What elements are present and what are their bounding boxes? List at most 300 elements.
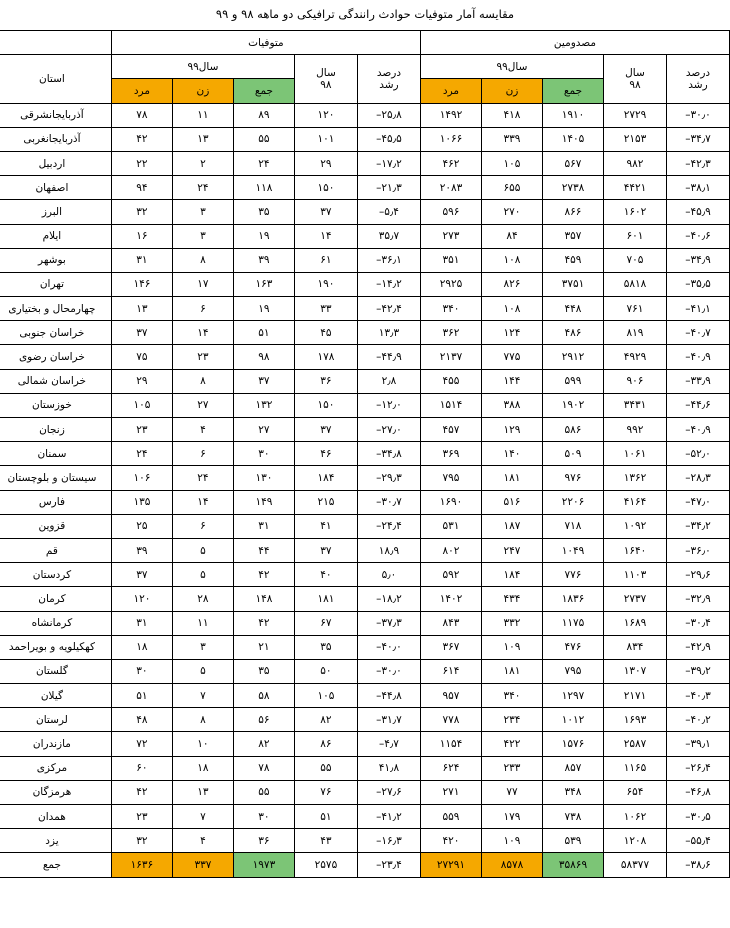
- cell-deaths-men: ۱۴۶: [111, 272, 172, 296]
- cell-injured-total: ۳۴۸: [543, 780, 604, 804]
- cell-deaths-y98: ۱۴: [294, 224, 357, 248]
- cell-injured-y98: ۹۰۶: [604, 369, 667, 393]
- cell-injured-women: ۱۰۵: [482, 151, 543, 175]
- cell-injured-y98: ۱۶۸۹: [604, 611, 667, 635]
- col-header-province: استان: [0, 55, 111, 103]
- cell-deaths-y98: ۶۱: [294, 248, 357, 272]
- table-row: [0, 490, 730, 514]
- cell-deaths-y98: ۴۰: [294, 563, 357, 587]
- cell-injured-women: ۵۱۶: [482, 490, 543, 514]
- cell-deaths-men: ۱۶۳۶: [111, 853, 172, 877]
- cell-injured-y98: ۲۷۲۹: [604, 103, 667, 127]
- cell-deaths-y98: ۶۷: [294, 611, 357, 635]
- cell-injured-women: ۱۴۴: [482, 369, 543, 393]
- cell-deaths-women: ۱۰: [172, 732, 233, 756]
- cell-injured-y98: ۶۵۴: [604, 780, 667, 804]
- cell-injured-pct: ۳۴٫۷–: [667, 127, 730, 151]
- group-header-province-spacer: [0, 31, 111, 55]
- cell-deaths-y98: ۱۰۱: [294, 127, 357, 151]
- cell-deaths-pct: ۲۷٫۶–: [357, 780, 420, 804]
- table-row: [0, 127, 730, 151]
- cell-deaths-total: ۴۲: [233, 563, 294, 587]
- cell-injured-men: ۳۶۹: [420, 442, 481, 466]
- cell-deaths-y98: ۱۹۰: [294, 272, 357, 296]
- cell-deaths-y98: ۵۰: [294, 659, 357, 683]
- cell-deaths-total: ۳۵: [233, 200, 294, 224]
- cell-deaths-women: ۳: [172, 635, 233, 659]
- table-row: [0, 224, 730, 248]
- cell-deaths-pct: ۳۷٫۳–: [357, 611, 420, 635]
- table-row: [0, 805, 730, 829]
- cell-injured-y98: ۱۱۶۵: [604, 756, 667, 780]
- cell-injured-men: ۴۵۷: [420, 418, 481, 442]
- cell-deaths-y98: ۸۶: [294, 732, 357, 756]
- cell-injured-y98: ۱۳۰۷: [604, 659, 667, 683]
- cell-injured-y98: ۲۱۷۱: [604, 684, 667, 708]
- col-header-deaths-year99: سال۹۹: [111, 55, 294, 79]
- cell-injured-men: ۲۹۲۵: [420, 272, 481, 296]
- cell-deaths-men: ۳۱: [111, 611, 172, 635]
- cell-deaths-women: ۴: [172, 829, 233, 853]
- cell-injured-y98: ۱۶۹۳: [604, 708, 667, 732]
- cell-injured-pct: ۴۷٫۰–: [667, 490, 730, 514]
- table-row: [0, 514, 730, 538]
- table-row: [0, 321, 730, 345]
- cell-deaths-men: ۷۵: [111, 345, 172, 369]
- cell-province: بوشهر: [0, 248, 111, 272]
- table-row: [0, 418, 730, 442]
- cell-deaths-y98: ۵۵: [294, 756, 357, 780]
- cell-injured-total: ۴۴۸: [543, 297, 604, 321]
- col-header-injured-women: زن: [482, 79, 543, 103]
- cell-deaths-pct: ۳۱٫۷–: [357, 708, 420, 732]
- cell-province: کرمان: [0, 587, 111, 611]
- cell-deaths-total: ۳۰: [233, 805, 294, 829]
- cell-injured-total: ۴۵۹: [543, 248, 604, 272]
- cell-deaths-women: ۵: [172, 563, 233, 587]
- cell-injured-pct: ۲۶٫۴–: [667, 756, 730, 780]
- cell-injured-pct: ۴۰٫۶–: [667, 224, 730, 248]
- table-row: [0, 297, 730, 321]
- table-row: [0, 200, 730, 224]
- cell-deaths-women: ۲: [172, 151, 233, 175]
- cell-deaths-pct: ۴۲٫۴–: [357, 297, 420, 321]
- table-row: [0, 829, 730, 853]
- cell-province: خراسان جنوبی: [0, 321, 111, 345]
- cell-injured-total: ۲۹۱۲: [543, 345, 604, 369]
- cell-province: یزد: [0, 829, 111, 853]
- cell-deaths-total: ۴۲: [233, 611, 294, 635]
- col-header-injured-year99: سال۹۹: [420, 55, 603, 79]
- cell-province: لرستان: [0, 708, 111, 732]
- cell-deaths-men: ۳۷: [111, 321, 172, 345]
- table-row: [0, 587, 730, 611]
- cell-deaths-women: ۳: [172, 200, 233, 224]
- cell-province: گیلان: [0, 684, 111, 708]
- cell-deaths-women: ۶: [172, 514, 233, 538]
- cell-deaths-men: ۲۳: [111, 805, 172, 829]
- cell-deaths-women: ۳: [172, 224, 233, 248]
- cell-province: قزوین: [0, 514, 111, 538]
- cell-injured-pct: ۳۰٫۵–: [667, 805, 730, 829]
- cell-province: مرکزی: [0, 756, 111, 780]
- cell-injured-total: ۱۰۱۲: [543, 708, 604, 732]
- cell-deaths-men: ۳۲: [111, 829, 172, 853]
- cell-injured-pct: ۳۵٫۵–: [667, 272, 730, 296]
- cell-injured-men: ۵۳۱: [420, 514, 481, 538]
- col-header-injured-y98-l1: سال: [625, 66, 645, 79]
- cell-injured-total: ۷۹۵: [543, 659, 604, 683]
- cell-deaths-men: ۱۳: [111, 297, 172, 321]
- cell-province: گلستان: [0, 659, 111, 683]
- cell-injured-y98: ۱۰۹۲: [604, 514, 667, 538]
- cell-injured-men: ۱۶۹۰: [420, 490, 481, 514]
- cell-injured-y98: ۸۳۴: [604, 635, 667, 659]
- cell-injured-y98: ۱۶۴۰: [604, 538, 667, 562]
- table-row: [0, 248, 730, 272]
- cell-injured-women: ۳۸۸: [482, 393, 543, 417]
- table-row: [0, 611, 730, 635]
- cell-deaths-pct: ۳۰٫۷–: [357, 490, 420, 514]
- cell-deaths-men: ۱۸: [111, 635, 172, 659]
- cell-injured-y98: ۸۱۹: [604, 321, 667, 345]
- cell-injured-pct: ۳۰٫۴–: [667, 611, 730, 635]
- cell-deaths-y98: ۱۷۸: [294, 345, 357, 369]
- cell-deaths-women: ۶: [172, 297, 233, 321]
- cell-injured-men: ۲۰۸۳: [420, 176, 481, 200]
- cell-deaths-women: ۸: [172, 708, 233, 732]
- cell-deaths-y98: ۲۱۵: [294, 490, 357, 514]
- col-header-injured-y98: [604, 55, 667, 103]
- cell-injured-y98: ۱۰۶۱: [604, 442, 667, 466]
- cell-injured-pct: ۴۲٫۳–: [667, 151, 730, 175]
- cell-deaths-y98: ۳۷: [294, 200, 357, 224]
- cell-deaths-women: ۱۴: [172, 321, 233, 345]
- cell-injured-men: ۵۹۲: [420, 563, 481, 587]
- cell-injured-men: ۵۵۹: [420, 805, 481, 829]
- cell-injured-women: ۲۳۴: [482, 708, 543, 732]
- cell-deaths-total: ۱۱۸: [233, 176, 294, 200]
- col-header-injured-total: جمع: [543, 79, 604, 103]
- cell-deaths-total: ۱۴۸: [233, 587, 294, 611]
- cell-injured-pct: ۴۰٫۹–: [667, 418, 730, 442]
- col-header-deaths-y98-l2: ۹۸: [320, 78, 332, 91]
- cell-deaths-y98: ۱۸۱: [294, 587, 357, 611]
- cell-injured-total: ۴۸۶: [543, 321, 604, 345]
- cell-injured-pct: ۳۸٫۶–: [667, 853, 730, 877]
- cell-injured-women: ۱۰۹: [482, 829, 543, 853]
- cell-injured-men: ۱۱۵۴: [420, 732, 481, 756]
- cell-deaths-y98: ۱۸۴: [294, 466, 357, 490]
- cell-deaths-pct: ۱۸٫۹: [357, 538, 420, 562]
- cell-deaths-y98: ۱۵۰: [294, 393, 357, 417]
- cell-injured-men: ۴۶۲: [420, 151, 481, 175]
- cell-deaths-total: ۲۷: [233, 418, 294, 442]
- cell-injured-women: ۷۷: [482, 780, 543, 804]
- cell-injured-y98: ۷۶۱: [604, 297, 667, 321]
- cell-injured-women: ۱۰۸: [482, 248, 543, 272]
- cell-province: همدان: [0, 805, 111, 829]
- cell-deaths-y98: ۲۵۷۵: [294, 853, 357, 877]
- col-header-deaths-women: زن: [172, 79, 233, 103]
- cell-deaths-y98: ۴۵: [294, 321, 357, 345]
- cell-deaths-pct: ۴٫۷–: [357, 732, 420, 756]
- table-row: [0, 659, 730, 683]
- cell-injured-women: ۱۸۱: [482, 659, 543, 683]
- table-row: [0, 538, 730, 562]
- cell-deaths-total: ۱۹: [233, 297, 294, 321]
- cell-injured-pct: ۴۶٫۸–: [667, 780, 730, 804]
- cell-deaths-y98: ۲۹: [294, 151, 357, 175]
- table-head: [0, 31, 730, 104]
- cell-injured-women: ۳۳۹: [482, 127, 543, 151]
- table-row: [0, 369, 730, 393]
- table-row: [0, 466, 730, 490]
- cell-deaths-pct: ۲۹٫۳–: [357, 466, 420, 490]
- cell-deaths-men: ۷۲: [111, 732, 172, 756]
- cell-deaths-women: ۸: [172, 369, 233, 393]
- cell-deaths-pct: ۱۴٫۲–: [357, 272, 420, 296]
- cell-injured-y98: ۲۱۵۳: [604, 127, 667, 151]
- cell-injured-y98: ۱۲۰۸: [604, 829, 667, 853]
- cell-deaths-total: ۱۶۳: [233, 272, 294, 296]
- cell-injured-pct: ۴۲٫۹–: [667, 635, 730, 659]
- cell-injured-men: ۲۷۲۹۱: [420, 853, 481, 877]
- cell-deaths-pct: ۲۴٫۴–: [357, 514, 420, 538]
- cell-deaths-pct: ۱۶٫۳–: [357, 829, 420, 853]
- table-row: [0, 708, 730, 732]
- cell-deaths-men: ۲۲: [111, 151, 172, 175]
- cell-injured-pct: ۳۳٫۹–: [667, 369, 730, 393]
- cell-injured-total: ۱۴۰۵: [543, 127, 604, 151]
- cell-deaths-total: ۳۰: [233, 442, 294, 466]
- cell-injured-y98: ۴۱۶۴: [604, 490, 667, 514]
- cell-deaths-pct: ۳۵٫۷: [357, 224, 420, 248]
- cell-deaths-women: ۵: [172, 538, 233, 562]
- cell-deaths-women: ۱۸: [172, 756, 233, 780]
- cell-deaths-total: ۳۵: [233, 659, 294, 683]
- cell-deaths-total: ۳۶: [233, 829, 294, 853]
- cell-province: کرمانشاه: [0, 611, 111, 635]
- cell-injured-total: ۵۰۹: [543, 442, 604, 466]
- cell-injured-men: ۱۴۰۲: [420, 587, 481, 611]
- cell-deaths-men: ۹۴: [111, 176, 172, 200]
- cell-deaths-women: ۱۴: [172, 490, 233, 514]
- cell-deaths-men: ۴۸: [111, 708, 172, 732]
- cell-injured-pct: ۴۱٫۱–: [667, 297, 730, 321]
- cell-injured-women: ۲۳۳: [482, 756, 543, 780]
- cell-deaths-men: ۴۲: [111, 127, 172, 151]
- cell-deaths-y98: ۱۵۰: [294, 176, 357, 200]
- cell-injured-y98: ۴۹۲۹: [604, 345, 667, 369]
- table-row: [0, 345, 730, 369]
- cell-province: زنجان: [0, 418, 111, 442]
- cell-deaths-women: ۱۳: [172, 127, 233, 151]
- cell-injured-total: ۷۳۸: [543, 805, 604, 829]
- cell-injured-men: ۳۶۷: [420, 635, 481, 659]
- cell-deaths-y98: ۳۷: [294, 538, 357, 562]
- cell-injured-men: ۷۷۸: [420, 708, 481, 732]
- cell-province: قم: [0, 538, 111, 562]
- header-group-row: [0, 31, 730, 55]
- cell-deaths-women: ۲۸: [172, 587, 233, 611]
- cell-deaths-pct: ۳۶٫۱–: [357, 248, 420, 272]
- cell-deaths-pct: ۱۷٫۲–: [357, 151, 420, 175]
- col-header-injured-men: مرد: [420, 79, 481, 103]
- col-header-injured-y98-l2: ۹۸: [629, 78, 641, 91]
- cell-injured-total: ۵۶۷: [543, 151, 604, 175]
- cell-deaths-men: ۳۷: [111, 563, 172, 587]
- cell-injured-women: ۱۷۹: [482, 805, 543, 829]
- cell-injured-y98: ۹۸۲: [604, 151, 667, 175]
- cell-deaths-men: ۴۲: [111, 780, 172, 804]
- cell-province: فارس: [0, 490, 111, 514]
- cell-province: کردستان: [0, 563, 111, 587]
- page-title-text: مقایسه آمار متوفیات حوادث رانندگی ترافیکی دو ماهه ۹۸ و ۹۹: [215, 7, 515, 21]
- table-container: [0, 28, 730, 878]
- cell-injured-pct: ۳۶٫۰–: [667, 538, 730, 562]
- cell-deaths-women: ۱۷: [172, 272, 233, 296]
- cell-deaths-pct: ۲۵٫۸–: [357, 103, 420, 127]
- cell-injured-y98: ۹۹۲: [604, 418, 667, 442]
- cell-deaths-y98: ۳۷: [294, 418, 357, 442]
- cell-injured-pct: ۳۹٫۱–: [667, 732, 730, 756]
- cell-deaths-men: ۳۰: [111, 659, 172, 683]
- cell-injured-y98: ۵۸۱۸: [604, 272, 667, 296]
- cell-deaths-men: ۱۲۰: [111, 587, 172, 611]
- cell-injured-men: ۷۹۵: [420, 466, 481, 490]
- cell-province: ایلام: [0, 224, 111, 248]
- col-header-injured-pct-l1: درصد: [685, 66, 711, 79]
- cell-deaths-pct: ۵٫۰: [357, 563, 420, 587]
- cell-injured-y98: ۶۰۱: [604, 224, 667, 248]
- col-header-deaths-y98-l1: سال: [316, 66, 336, 79]
- cell-deaths-men: ۲۳: [111, 418, 172, 442]
- cell-deaths-men: ۲۵: [111, 514, 172, 538]
- cell-injured-total: ۱۹۰۲: [543, 393, 604, 417]
- header-sub-row-1: [0, 55, 730, 79]
- cell-deaths-total: ۳۷: [233, 369, 294, 393]
- cell-province: کهکیلویه و بویراحمد: [0, 635, 111, 659]
- cell-injured-total: ۲۲۰۶: [543, 490, 604, 514]
- cell-deaths-women: ۲۷: [172, 393, 233, 417]
- cell-deaths-men: ۱۰۶: [111, 466, 172, 490]
- cell-injured-women: ۱۰۸: [482, 297, 543, 321]
- cell-injured-women: ۴۱۸: [482, 103, 543, 127]
- cell-deaths-y98: ۴۱: [294, 514, 357, 538]
- cell-injured-men: ۳۶۲: [420, 321, 481, 345]
- cell-injured-men: ۲۷۱: [420, 780, 481, 804]
- cell-deaths-y98: ۳۳: [294, 297, 357, 321]
- table-row: [0, 563, 730, 587]
- cell-injured-pct: ۳۹٫۲–: [667, 659, 730, 683]
- cell-deaths-women: ۱۱: [172, 611, 233, 635]
- cell-injured-pct: ۴۰٫۳–: [667, 684, 730, 708]
- cell-injured-men: ۱۵۱۴: [420, 393, 481, 417]
- cell-deaths-men: ۲۹: [111, 369, 172, 393]
- cell-province: اصفهان: [0, 176, 111, 200]
- cell-injured-men: ۵۹۶: [420, 200, 481, 224]
- cell-injured-total: ۵۸۶: [543, 418, 604, 442]
- cell-deaths-men: ۱۶: [111, 224, 172, 248]
- cell-deaths-total: ۸۲: [233, 732, 294, 756]
- cell-deaths-y98: ۸۲: [294, 708, 357, 732]
- cell-deaths-pct: ۲۳٫۴–: [357, 853, 420, 877]
- cell-deaths-men: ۶۰: [111, 756, 172, 780]
- cell-injured-pct: ۴۰٫۲–: [667, 708, 730, 732]
- cell-injured-y98: ۱۳۶۲: [604, 466, 667, 490]
- col-header-injured-pct: [667, 55, 730, 103]
- cell-deaths-women: ۴: [172, 418, 233, 442]
- table-row: [0, 272, 730, 296]
- col-header-injured-pct-l2: رشد: [688, 78, 708, 91]
- cell-injured-total: ۹۷۶: [543, 466, 604, 490]
- cell-injured-y98: ۲۵۸۷: [604, 732, 667, 756]
- table-row: [0, 780, 730, 804]
- cell-injured-total: ۸۵۷: [543, 756, 604, 780]
- cell-deaths-y98: ۱۲۰: [294, 103, 357, 127]
- table-row: [0, 442, 730, 466]
- col-header-deaths-y98: [294, 55, 357, 103]
- cell-injured-total: ۱۰۴۹: [543, 538, 604, 562]
- cell-province-total: جمع: [0, 853, 111, 877]
- cell-deaths-pct: ۴۴٫۸–: [357, 684, 420, 708]
- cell-injured-women: ۱۸۱: [482, 466, 543, 490]
- cell-injured-women: ۴۲۲: [482, 732, 543, 756]
- cell-deaths-pct: ۴۱٫۲–: [357, 805, 420, 829]
- cell-injured-women: ۱۸۷: [482, 514, 543, 538]
- col-header-deaths-men: مرد: [111, 79, 172, 103]
- group-header-deaths: متوفیات: [111, 31, 420, 55]
- cell-injured-total: ۴۷۶: [543, 635, 604, 659]
- cell-injured-pct: ۳۲٫۹–: [667, 587, 730, 611]
- cell-injured-men: ۴۲۰: [420, 829, 481, 853]
- cell-deaths-total: ۱۴۹: [233, 490, 294, 514]
- cell-injured-men: ۲۱۳۷: [420, 345, 481, 369]
- cell-injured-total: ۱۲۹۷: [543, 684, 604, 708]
- cell-deaths-women: ۶: [172, 442, 233, 466]
- cell-injured-men: ۴۵۵: [420, 369, 481, 393]
- cell-injured-pct: ۴۵٫۹–: [667, 200, 730, 224]
- cell-province: آذربایجانشرقی: [0, 103, 111, 127]
- cell-injured-pct: ۲۹٫۶–: [667, 563, 730, 587]
- cell-injured-pct: ۳۴٫۹–: [667, 248, 730, 272]
- cell-injured-pct: ۲۸٫۳–: [667, 466, 730, 490]
- cell-injured-y98: ۷۰۵: [604, 248, 667, 272]
- cell-injured-men: ۶۲۴: [420, 756, 481, 780]
- cell-deaths-y98: ۷۶: [294, 780, 357, 804]
- cell-deaths-women: ۲۳: [172, 345, 233, 369]
- cell-injured-women: ۲۴۷: [482, 538, 543, 562]
- table-row: [0, 393, 730, 417]
- cell-deaths-women: ۱۱: [172, 103, 233, 127]
- col-header-deaths-pct: [357, 55, 420, 103]
- cell-deaths-pct: ۲٫۸: [357, 369, 420, 393]
- cell-injured-total: ۱۵۷۶: [543, 732, 604, 756]
- cell-injured-y98: ۱۰۶۲: [604, 805, 667, 829]
- cell-deaths-men: ۳۱: [111, 248, 172, 272]
- cell-deaths-total: ۵۵: [233, 127, 294, 151]
- cell-injured-total: ۲۷۳۸: [543, 176, 604, 200]
- cell-deaths-y98: ۱۰۵: [294, 684, 357, 708]
- cell-injured-women: ۲۷۰: [482, 200, 543, 224]
- cell-deaths-total: ۵۵: [233, 780, 294, 804]
- cell-deaths-women: ۸: [172, 248, 233, 272]
- cell-injured-y98: ۱۶۰۲: [604, 200, 667, 224]
- cell-injured-pct: ۴۴٫۶–: [667, 393, 730, 417]
- cell-deaths-y98: ۴۶: [294, 442, 357, 466]
- cell-injured-pct: ۴۰٫۹–: [667, 345, 730, 369]
